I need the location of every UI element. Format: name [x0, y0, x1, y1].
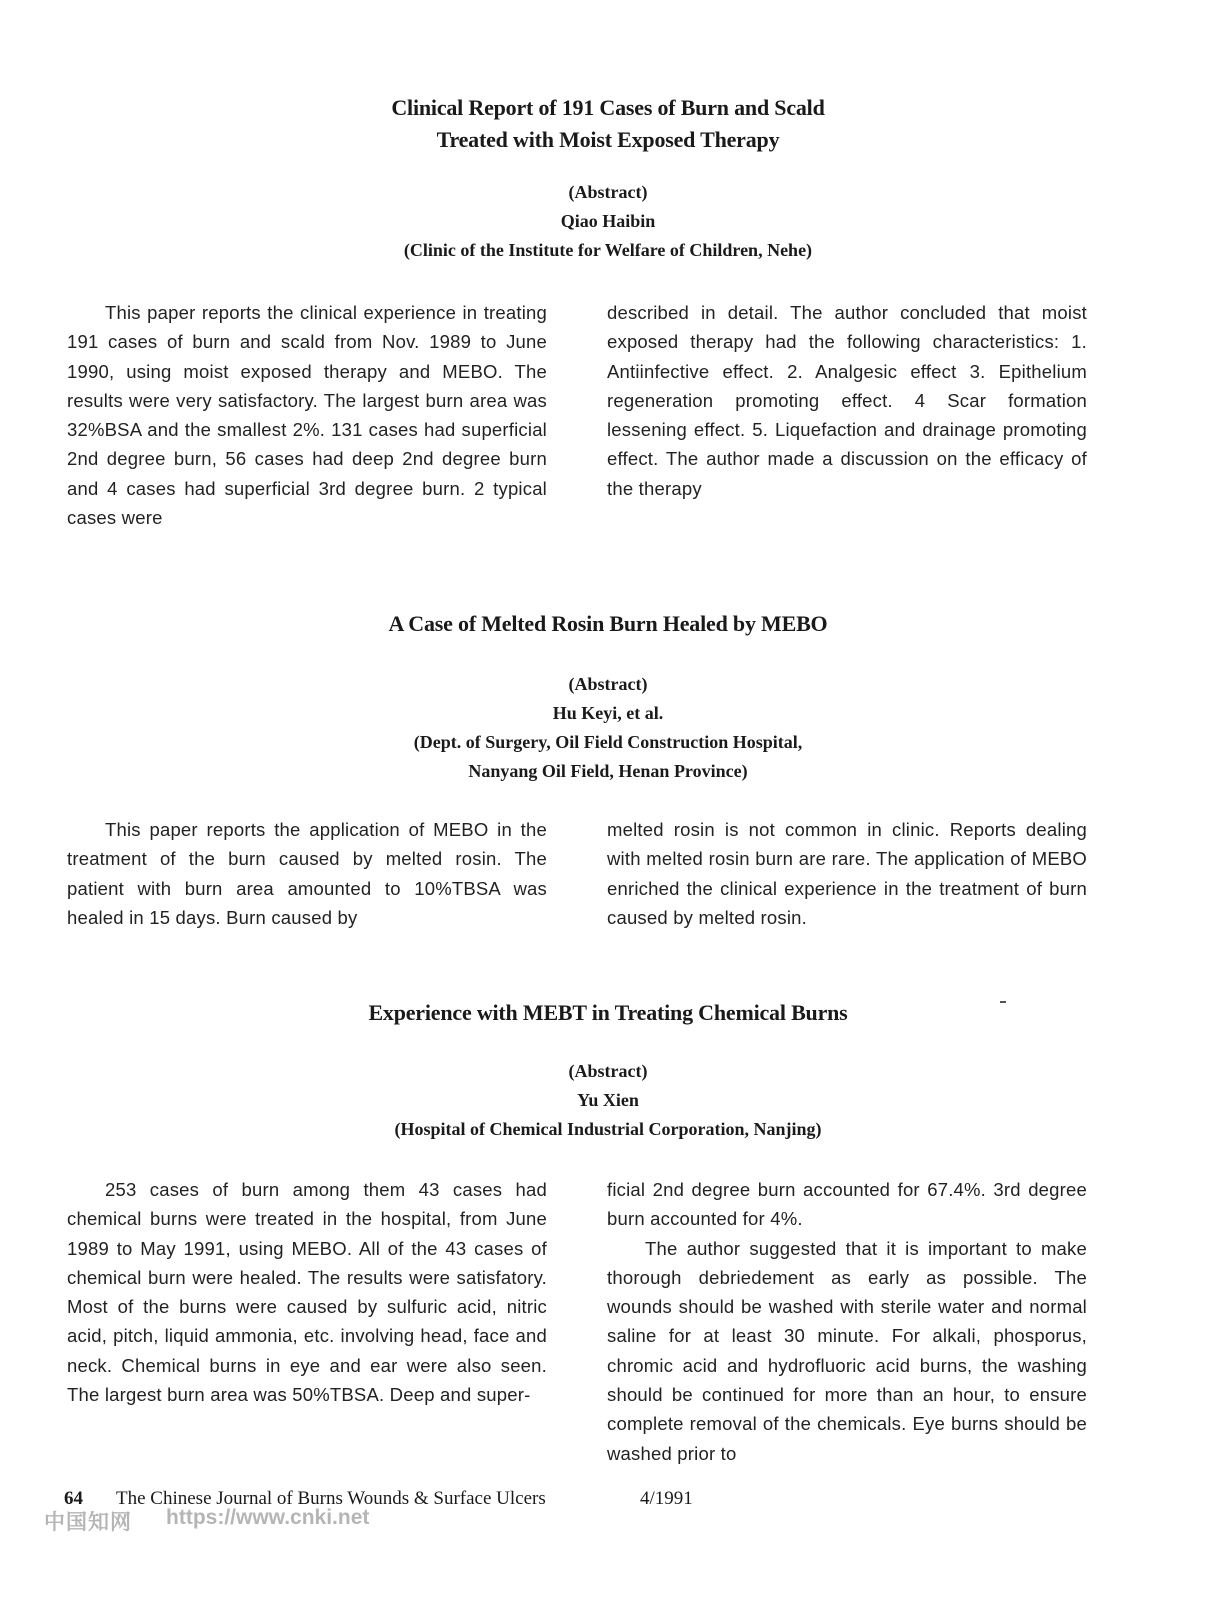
article-2-right-column: [607, 815, 1087, 932]
article-1-paragraph: This paper reports the clinical experience in treating 191 cases of burn and scald from Nov. 1989 to June 1990, using moist exposed therapy and MEBO. The results were very satisfactory. The largest burn area was 32%BSA and the smallest 2%. 131 cases had superficial 2nd degree burn, 56 cases had deep 2nd degree burn and 4 cases had superficial 3rd degree burn. 2 typical cases were: [67, 302, 547, 529]
article-1-header: [0, 92, 1216, 265]
article-2-author: Hu Keyi, et al.: [552, 703, 664, 723]
article-3-right-column: [607, 1175, 1087, 1468]
issue-number: 4/1991: [640, 1488, 693, 1509]
article-2-paragraph: melted rosin is not common in clinic. Reports dealing with melted rosin burn are rare. The application of MEBO enriched the clinical experience in the treatment of burn caused by melted rosin.: [607, 819, 1087, 928]
watermark-site-name: 中国知网: [44, 1510, 132, 1534]
article-3-author: Yu Xien: [577, 1090, 639, 1110]
article-1-author: Qiao Haibin: [560, 211, 656, 231]
article-3-title-line-1: Experience with MEBT in Treating Chemical Burns: [368, 1000, 848, 1025]
article-1-affiliation: (Clinic of the Institute for Welfare of Children, Nehe): [403, 240, 813, 260]
article-2-paragraph: This paper reports the application of MEBO in the treatment of the burn caused by melted rosin. The patient with burn area amounted to 10%TBSA was healed in 15 days. Burn caused by: [67, 819, 547, 928]
article-1-left-column: [67, 298, 547, 532]
article-1-title-line-2: Treated with Moist Exposed Therapy: [436, 127, 780, 152]
article-2-title-line-1: A Case of Melted Rosin Burn Healed by MEBO: [388, 611, 828, 636]
article-3-header: [0, 997, 1216, 1144]
article-2-header: [0, 608, 1216, 786]
article-2-abstract-label: (Abstract): [568, 674, 648, 694]
journal-name: The Chinese Journal of Burns Wounds & Surface Ulcers: [116, 1488, 546, 1509]
article-1-right-column: [607, 298, 1087, 503]
article-1-paragraph: described in detail. The author concluded that moist exposed therapy had the following characteristics: 1. Antiinfective effect. 2. Analgesic effect 3. Epithelium regeneration promoting effect. 4 Scar formation lessening effect. 5. Liquefaction and drainage promoting effect. The author made a discussion on the efficacy of the therapy: [607, 302, 1087, 499]
article-3-abstract-label: (Abstract): [568, 1061, 648, 1081]
article-2-affiliation-line-2: Nanyang Oil Field, Henan Province): [468, 761, 748, 781]
article-2-meta: [0, 670, 1216, 786]
article-3-left-column: [67, 1175, 547, 1409]
article-3-title: [0, 997, 1216, 1029]
article-3-paragraph: The author suggested that it is important to make thorough debriedement as early as possible. The wounds should be washed with sterile water and normal saline for at least 30 minute. For alkali, phosporus, chromic acid and hydrofluoric acid burns, the washing should be continued for more than an hour, to ensure complete removal of the chemicals. Eye burns should be washed prior to: [607, 1237, 1087, 1464]
article-3-meta: [0, 1057, 1216, 1144]
page-number: 64: [64, 1488, 83, 1509]
cnki-watermark: [44, 1506, 444, 1536]
article-2-left-column: [67, 815, 547, 932]
article-2-title: [0, 608, 1216, 640]
article-1-abstract-label: (Abstract): [568, 182, 648, 202]
article-2-affiliation-line-1: (Dept. of Surgery, Oil Field Construction Hospital,: [413, 732, 803, 752]
article-1-meta: [0, 178, 1216, 265]
article-3-affiliation: (Hospital of Chemical Industrial Corporation, Nanjing): [394, 1119, 822, 1139]
watermark-url: https://www.cnki.net: [166, 1506, 370, 1529]
article-1-title-line-1: Clinical Report of 191 Cases of Burn and Scald: [391, 95, 825, 120]
article-1-title: [0, 92, 1216, 156]
article-3-paragraph: ficial 2nd degree burn accounted for 67.4%. 3rd degree burn accounted for 4%.: [607, 1179, 1087, 1230]
article-3-paragraph: 253 cases of burn among them 43 cases had chemical burns were treated in the hospital, from June 1989 to May 1991, using MEBO. All of the 43 cases of chemical burn were healed. The results were satisfatory. Most of the burns were caused by sulfuric acid, nitric acid, pitch, liquid ammonia, etc. involving head, face and neck. Chemical burns in eye and ear were also seen. The largest burn area was 50%TBSA. Deep and super-: [67, 1179, 547, 1406]
